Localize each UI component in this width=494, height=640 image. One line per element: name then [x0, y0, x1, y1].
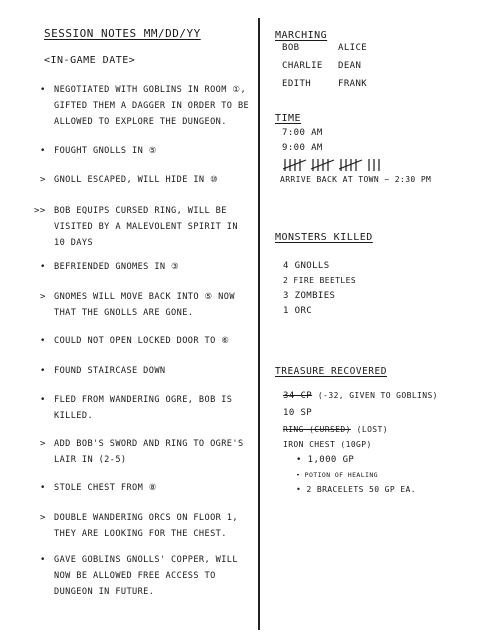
note-text: GNOLL ESCAPED, WILL HIDE IN ⑩ — [54, 175, 219, 185]
copper-note: (-32, GIVEN TO GOBLINS) — [317, 391, 438, 400]
note-text: FLED FROM WANDERING OGRE, BOB IS KILLED. — [54, 395, 233, 421]
note-text: GNOMES WILL MOVE BACK INTO ⑤ NOW THAT THE GNOLLS ARE GONE. — [54, 292, 235, 318]
note-marker: • — [40, 146, 46, 156]
treasure-chest: IRON CHEST (10GP) — [283, 440, 372, 449]
chest-item — [296, 452, 354, 468]
note-text: NEGOTIATED WITH GOBLINS IN ROOM ①, GIFTED THEM A DAGGER IN ORDER TO BE ALLOWED TO EXPLORE THE DUNGEON. — [54, 85, 250, 127]
note-text: ADD BOB'S SWORD AND RING TO OGRE'S LAIR IN (2-5) — [54, 439, 244, 465]
marching-row — [282, 40, 367, 56]
chest-item — [296, 482, 416, 498]
note-marker: > — [40, 513, 46, 523]
note-item — [40, 289, 252, 321]
chest-item-text: 1,000 GP — [307, 455, 355, 465]
time-mid: 9:00 AM — [282, 143, 323, 153]
note-marker: • — [40, 483, 46, 493]
note-item — [40, 510, 252, 542]
marching-name: ALICE — [338, 43, 368, 53]
monster-item: 4 GNOLLS — [283, 261, 330, 271]
treasure-silver: 10 SP — [283, 408, 313, 418]
treasure-heading: TREASURE RECOVERED — [275, 366, 387, 377]
monster-item: 1 ORC — [283, 306, 313, 316]
note-marker: >> — [34, 206, 46, 216]
marching-name: EDITH — [282, 79, 312, 89]
note-marker: • — [40, 85, 46, 95]
treasure-copper — [283, 388, 438, 404]
note-item — [40, 259, 252, 275]
marching-heading: MARCHING — [275, 30, 328, 41]
note-item — [40, 436, 252, 468]
note-text: BEFRIENDED GNOMES IN ③ — [54, 262, 180, 272]
note-item — [40, 392, 252, 424]
note-text: FOUND STAIRCASE DOWN — [54, 366, 166, 376]
note-marker: > — [40, 292, 46, 302]
bullet: • — [296, 471, 301, 479]
marching-row — [282, 76, 367, 92]
note-text: DOUBLE WANDERING ORCS ON FLOOR 1, THEY ARE LOOKING FOR THE CHEST. — [54, 513, 238, 539]
page-title: SESSION NOTES MM/DD/YY — [44, 27, 201, 40]
note-marker: • — [40, 555, 46, 565]
monster-item: 3 ZOMBIES — [283, 291, 336, 301]
marching-row — [282, 58, 361, 74]
note-marker: • — [40, 336, 46, 346]
ring-struck: RING (CURSED) — [283, 425, 351, 434]
tally-marks-graphic — [283, 157, 393, 173]
note-text: COULD NOT OPEN LOCKED DOOR TO ⑥ — [54, 336, 230, 346]
note-item — [40, 333, 252, 349]
in-game-date: <IN-GAME DATE> — [44, 55, 136, 66]
note-text: BOB EQUIPS CURSED RING, WILL BE VISITED BY A MALEVOLENT SPIRIT IN 10 DAYS — [54, 206, 238, 248]
marching-name: CHARLIE — [282, 61, 323, 71]
time-start: 7:00 AM — [282, 128, 323, 138]
arrive-time: ARRIVE BACK AT TOWN ~ 2:30 PM — [280, 175, 432, 184]
note-item — [40, 363, 252, 379]
note-marker: • — [40, 366, 46, 376]
note-text: STOLE CHEST FROM ⑧ — [54, 483, 157, 493]
marching-name: DEAN — [338, 61, 362, 71]
note-marker: • — [40, 395, 46, 405]
column-divider — [258, 18, 260, 630]
tally-marks — [283, 157, 393, 173]
bullet: • — [296, 485, 302, 494]
monster-item: 2 FIRE BEETLES — [283, 276, 357, 285]
chest-item-text: POTION OF HEALING — [304, 471, 378, 479]
chest-item — [296, 467, 378, 483]
marching-name: BOB — [282, 43, 300, 53]
note-item — [40, 552, 252, 600]
copper-struck: 34 CP — [283, 391, 313, 401]
bullet: • — [296, 455, 302, 465]
note-marker: > — [40, 439, 46, 449]
note-item — [40, 480, 252, 496]
note-item — [40, 172, 252, 188]
note-text: GAVE GOBLINS GNOLLS' COPPER, WILL NOW BE ALLOWED FREE ACCESS TO DUNGEON IN FUTURE. — [54, 555, 238, 597]
marching-name: FRANK — [338, 79, 368, 89]
note-item — [40, 82, 252, 130]
monsters-heading: MONSTERS KILLED — [275, 232, 373, 243]
chest-item-text: 2 BRACELETS 50 GP EA. — [306, 485, 416, 494]
note-item — [34, 203, 252, 251]
note-marker: > — [40, 175, 46, 185]
ring-note: (LOST) — [356, 425, 388, 434]
note-text: FOUGHT GNOLLS IN ⑤ — [54, 146, 157, 156]
time-heading: TIME — [275, 113, 302, 124]
note-marker: • — [40, 262, 46, 272]
note-item — [40, 143, 252, 159]
treasure-ring — [283, 422, 388, 438]
